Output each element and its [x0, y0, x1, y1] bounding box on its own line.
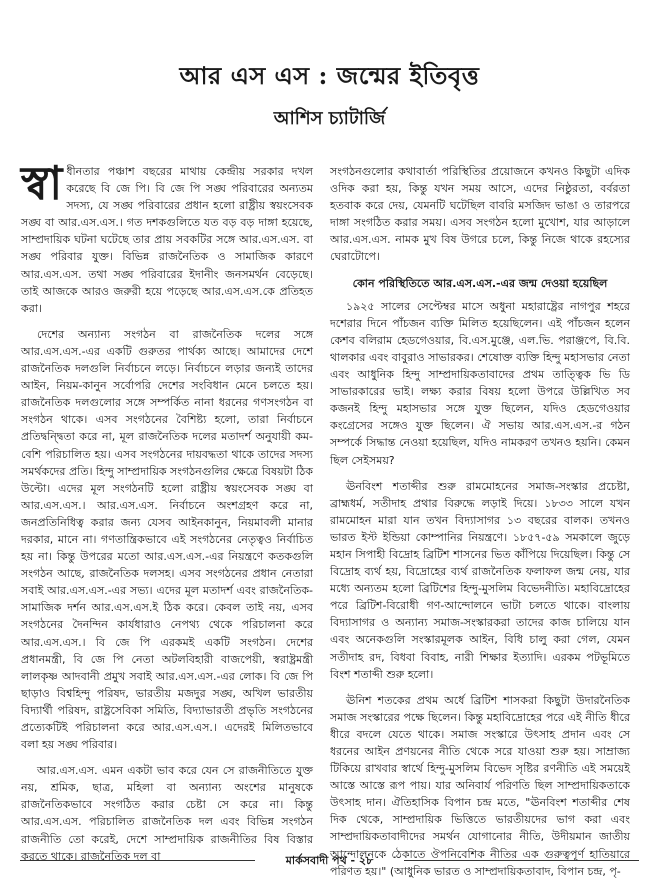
body-paragraph: ঊনিশ শতকের প্রথম অর্ধে ব্রিটিশ শাসকরা কিছুটা উদারনৈতিক সমাজ সংস্কারের পক্ষে ছিলেন। কিন্তু মহাবিদ্রোহের পরে এই নীতি ধীরে ধীরে বদলে যেতে থাকে। সমাজ সংস্কারে উৎসাহ প্রদান এবং সে ধরনের আইন প্রণয়নের নীতি থেকে সরে যাওয়া শুরু হয়। সাম্রাজ্য টিকিয়ে রাখবার স্বার্থে হিন্দু-মুসলিম বিভেদ সৃষ্টির রণনীতি এই সময়েই আস্তে আস্তে রূপ পায়। যার অনিবার্য পরিণতি ছিল সাম্প্রদায়িকতাকে উৎসাহ দান। ঐতিহাসিক বিপান চন্দ্র মতে, "ঊনবিংশ শতাব্দীর শেষ দিক থেকে, সাম্প্রদায়িক ভিত্তিতে ভারতীয়দের ভাগ করা এবং সাম্প্রদায়িকতাবাদীদের সমর্থন যোগানোর নীতি, উদীয়মান জাতীয় আন্দোলনকে ঠেকাতে ঔপনিবেশিক নীতির এক গুরুত্বপূর্ণ হাতিয়ারে পরিণত হয়।" (আধুনিক ভারত ও সাম্প্রদায়িকতাবাদ, বিপান চন্দ্র, পৃ-: [330, 693, 630, 878]
body-paragraph: [21, 156, 313, 317]
drop-cap: স্বা: [21, 156, 63, 210]
body-paragraph: দেশের অন্যান্য সংগঠন বা রাজনৈতিক দলের সঙ্গে আর.এস.এস.-এর একটি গুরুতর পার্থক্য আছে। আমাদের দেশে রাজনৈতিক দলগুলি নির্বাচনে লড়ে। নির্বাচনে লড়ার জন্যই তাদের আইন, নিয়ম-কানুন সর্বোপরি দেশের সংবিধান মেনে চলতে হয়। রাজনৈতিক দলগুলোর সঙ্গে সম্পর্কিত নানা ধরনের গণসংগঠন বা সংগঠন থাকে। এসব সংগঠনের বৈশিষ্ট্য হলো, তারা নির্বাচনে প্রতিদ্বন্দ্বিতা করে না, মূল রাজনৈতিক দলের মতাদর্শ অনুযায়ী কম-বেশি পরিচালিত হয়। এসব সংগঠনের দায়বদ্ধতা থাকে তাদের সদস্য সমর্থকদের প্রতি। হিন্দু সাম্প্রদায়িক সংগঠনগুলির ক্ষেত্রে বিষয়টা ঠিক উল্টো। এদের মূল সংগঠনটি হলো রাষ্ট্রীয় স্বয়ংসেবক সঙ্ঘ বা আর.এস.এস.। আর.এস.এস. নির্বাচনে অংশগ্রহণ করে না, জনপ্রতিনিধিত্ব করার জন্য যেসব আইনকানুন, নিয়মাবলী মানার দরকার, মানে না। গণতান্ত্রিকভাবে এই সংগঠনের নেতৃত্বও নির্বাচিত হয় না। কিন্তু উপরের মতো আর.এস.এস.-এর নিয়ন্ত্রণে কতকগুলি সংগঠন আছে, রাজনৈতিক দলসহ। এসব সংগঠনের প্রধান নেতারা সবাই আর.এস.এস.-এর সভ্য। এদের মূল মতাদর্শ এবং রাজনৈতিক-সামাজিক দর্শন আর.এস.এস.ই ঠিক করে। কেবল তাই নয়, এসব সংগঠনের দৈনন্দিন কার্যধারাও নেপথ্য থেকে পরিচালনা করে আর.এস.এস.। বি জে পি এরকমই একটি সংগঠন। দেশের প্রধানমন্ত্রী, বি জে পি নেতা অটলবিহারী বাজপেয়ী, স্বরাষ্ট্রমন্ত্রী লালকৃষ্ণ আদবানী প্রমুখ সবাই আর.এস.এস.-এর লোক। বি জে পি ছাড়াও বিশ্বহিন্দু পরিষদ, ভারতীয় মজদুর সঙ্ঘ, অখিল ভারতীয় বিদ্যার্থী পরিষদ, রাষ্ট্রসেবিকা সমিতি, বিদ্যাভারতী প্রভৃতি সংগঠনের প্রত্যেকটিই পরিচালনা করে আর.এস.এস.। এদেরই মিলিতভাবে বলা হয় সঙ্ঘ পরিবার।: [21, 327, 313, 752]
footer-rule-right: [404, 860, 639, 861]
page-folio: মার্কসবাদী পথ - ২৮: [285, 854, 374, 867]
body-paragraph: ঊনবিংশ শতাব্দীর শুরু রামমোহনের সমাজ-সংস্কার প্রচেষ্টা, ব্রাহ্মধর্ম, সতীদাহ প্রথার বিরুদ্ধে লড়াই দিয়ে। ১৮৩৩ সালে যখন রামমোহন মারা যান তখন বিদ্যাসাগর ১৩ বছরের বালক। তখনও ভারত ইস্ট ইন্ডিয়া কোম্পানির নিয়ন্ত্রণে। ১৮৫৭-৫৯ সমকালে জুড়ে মহান সিপাহী বিদ্রোহ ব্রিটিশ শাসনের ভিত কাঁপিয়ে দিয়েছিল। কিন্তু সে বিদ্রোহ ব্যর্থ হয়, বিদ্রোহের ব্যর্থ রাজনৈতিক ফলাফল জন্ম নেয়, যার মধ্যে অন্যতম হলো ব্রিটিশের হিন্দু-মুসলিম বিভেদনীতি। মহাবিদ্রোহের পরে ব্রিটিশ-বিরোধী গণ-আন্দোলনে ভাটা চলতে থাকে। বাংলায় বিদ্যাসাগর ও অন্যান্য সমাজ-সংস্কারকরা তাদের কাজ চালিয়ে যান এবং অনেকগুলি সংস্কারমূলক আইন, বিধি চালু করা গেল, যেমন সতীদাহ রদ, বিধবা বিবাহ, নারী শিক্ষার ইত্যাদি। এরকম পটভূমিতে বিংশ শতাব্দী শুরু হলো।: [330, 479, 630, 681]
page-footer: [20, 851, 639, 871]
body-paragraph: আর.এস.এস. এমন একটা ভাব করে যেন সে রাজনীতিতে যুক্ত নয়, শ্রমিক, ছাত্র, মহিলা বা অন্যান্য অংশের মানুষকে রাজনৈতিকভাবে সংগঠিত করার চেষ্টা সে করে না। কিন্তু আর.এস.এস. পরিচালিত রাজনৈতিক দল এবং বিভিন্ন সংগঠন রাজনীতি তো করেই, দেশে সাম্প্রদায়িক রাজনীতির বিষ বিস্তার করতে থাকে। রাজনৈতিক দল বা: [21, 764, 313, 863]
article-author: আশিস চ্যাটার্জি: [273, 108, 386, 129]
left-column: [21, 156, 313, 863]
paragraph-text: ধীনতার পঞ্চাশ বছরের মাথায় কেন্দ্রীয় সরকার দখল করেছে বি জে পি। বি জে পি সঙ্ঘ পরিবারের অন্যতম সদস্য, যে সঙ্ঘ পরিবারের প্রধান হলো রাষ্ট্রীয় স্বয়ংসেবক সঙ্ঘ বা আর.এস.এস.। গত দশকগুলিতে যত বড় বড় দাঙ্গা হয়েছে, সাম্প্রদায়িক ঘটনা ঘটেছে তার প্রায় সবকটির সঙ্গে আর.এস.এস. বা সঙ্ঘ পরিবার যুক্ত। বিভিন্ন রাজনৈতিক ও সামাজিক কারণে আর.এস.এস. তথা সঙ্ঘ পরিবারের ইদানীং জনসমর্থন বেড়েছে। তাই আজকে আরও জরুরী হয়ে পড়েছে আর.এস.এস.কে প্রতিহত করা।: [21, 165, 313, 315]
article-title: আর এস এস : জন্মের ইতিবৃত্ত: [179, 61, 480, 90]
body-paragraph: ১৯২৫ সালের সেপ্টেম্বর মাসে অধুনা মহারাষ্ট্রের নাগপুর শহরে দশেরার দিনে পাঁচজন ব্যক্তি মিলিত হয়েছিলেন। এই পাঁচজন হলেন কেশব বলিরাম হেডগেওয়ার, বি.এস.মুঞ্জে, এল.ভি. পরাঞ্জপে, বি.বি. থালকার এবং বাবুরাও সাভারকর। শেষোক্ত ব্যক্তি হিন্দু মহাসভার নেতা এবং আধুনিক হিন্দু সাম্প্রদায়িকতাবাদের প্রথম তাত্ত্বিক ভি ডি সাভারকারের ভাই। লক্ষ্য করার বিষয় হলো উপরে উল্লিখিত সব কজনই হিন্দু মহাসভার সঙ্গে যুক্ত ছিলেন, যদিও হেডগেওয়ার কংগ্রেসের সঙ্গেও যুক্ত ছিলেন। ঐ সভায় আর.এস.এস.-র গঠন সম্পর্কে সিদ্ধান্ত নেওয়া হয়েছিল, যদিও নামকরণ তখনও হয়নি। কেমন ছিল সেইসময়?: [330, 299, 630, 467]
right-column: [330, 163, 630, 878]
section-heading: কোন পরিস্থিতিতে আর.এস.এস.-এর জন্ম দেওয়া হয়েছিল: [352, 276, 608, 290]
body-paragraph: সংগঠনগুলোর কথাবার্তা পরিস্থিতির প্রয়োজনে কখনও কিছুটা এদিক ওদিক করা হয়, কিন্তু যখন সময় আসে, এদের নিষ্ঠুরতা, বর্বরতা হতবাক করে দেয়, যেমনটি ঘটেছিল বাবরি মসজিদ ভাঙা ও তারপরে দাঙ্গা সংগঠিত করার সময়। এসব সংগঠন হলো মুখোশ, যার আড়ালে আর.এস.এস. নামক মুখ বিষ উগরে চলে, কিন্তু নিজে থাকে রহস্যের ঘেরাটোপে।: [330, 165, 630, 264]
